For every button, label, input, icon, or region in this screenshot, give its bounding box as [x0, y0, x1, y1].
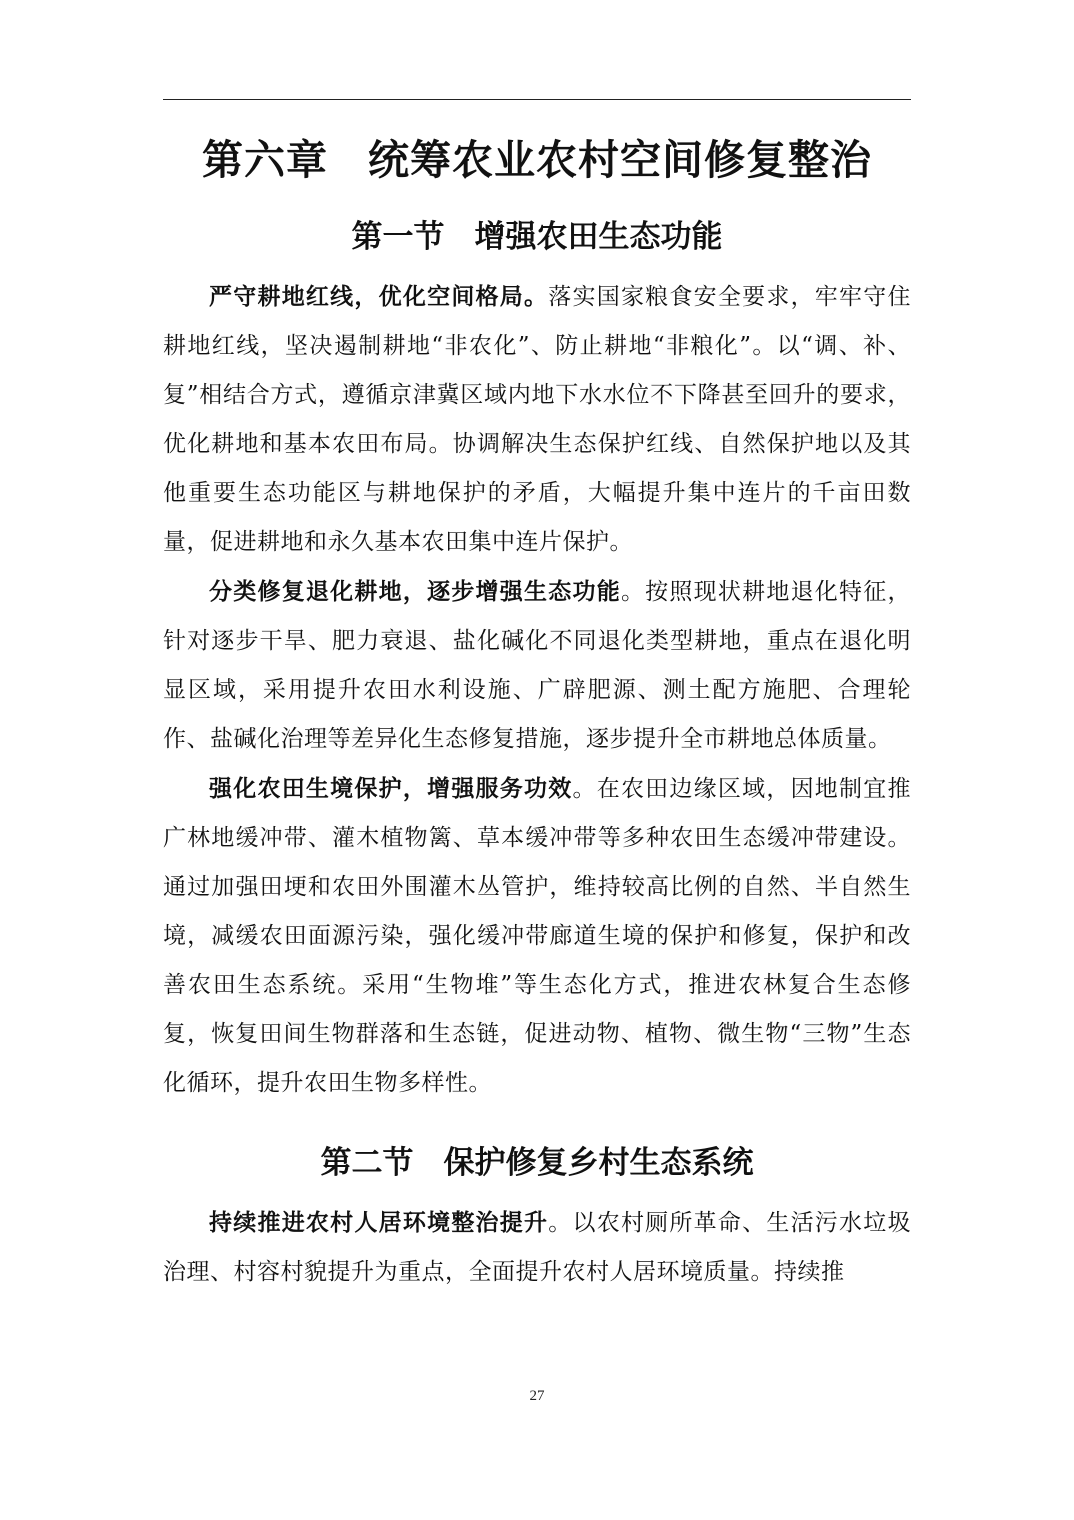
document-page	[163, 130, 911, 1297]
paragraph	[163, 764, 911, 1108]
page-number: 27	[529, 1388, 545, 1404]
chapter-name: 统筹农业农村空间修复整治	[368, 136, 872, 184]
section-2-heading	[163, 1138, 911, 1188]
paragraph-lead: 分类修复退化耕地，逐步增强生态功能	[209, 578, 621, 605]
section-1-title: 增强农田生态功能	[474, 219, 723, 255]
paragraph-body: 。在农田边缘区域，因地制宜推广林地缓冲带、灌木植物篱、草本缓冲带等多种农田生态缓冲带建设。通过加强田埂和农田外围灌木丛管护，维持较高比例的自然、半自然生境，减缓农田面源污染，强化缓冲带廊道生境的保护和修复，保护和改善农田生态系统。采用“生物堆”等生态化方式，推进农林复合生态修复，恢复田间生物群落和生态链，促进动物、植物、微生物“三物”生态化循环，提升农田生物多样性。	[163, 776, 912, 1096]
chapter-title	[163, 130, 911, 190]
paragraph-body: 。以农村厕所革命、生活污水垃圾治理、村容村貌提升为重点，全面提升农村人居环境质量。持续推	[163, 1210, 912, 1285]
paragraph-body: 落实国家粮食安全要求，牢牢守住耕地红线，坚决遏制耕地“非农化”、防止耕地“非粮化”。以“调、补、复”相结合方式，遵循京津冀区域内地下水水位不下降甚至回升的要求，优化耕地和基本农田布局。协调解决生态保护红线、自然保护地以及其他重要生态功能区与耕地保护的矛盾，大幅提升集中连片的千亩田数量，促进耕地和永久基本农田集中连片保护。	[163, 284, 912, 555]
section-1-number: 第一节	[351, 219, 445, 255]
paragraph-lead: 持续推进农村人居环境整治提升	[209, 1209, 549, 1236]
paragraph	[163, 567, 911, 764]
section-2-title: 保护修复乡村生态系统	[443, 1145, 754, 1181]
paragraph-lead: 强化农田生境保护，增强服务功效	[209, 775, 573, 802]
section-1-heading	[163, 212, 911, 262]
paragraph	[163, 1198, 911, 1297]
paragraph-body: 。按照现状耕地退化特征，针对逐步干旱、肥力衰退、盐化碱化不同退化类型耕地，重点在退化明显区域，采用提升农田水利设施、广辟肥源、测土配方施肥、合理轮作、盐碱化治理等差异化生态修复措施，逐步提升全市耕地总体质量。	[163, 579, 912, 752]
header-rule	[163, 99, 911, 100]
paragraph	[163, 272, 911, 567]
paragraph-lead: 严守耕地红线，优化空间格局。	[209, 283, 549, 310]
section-2-number: 第二节	[320, 1145, 414, 1181]
chapter-number: 第六章	[202, 136, 328, 184]
